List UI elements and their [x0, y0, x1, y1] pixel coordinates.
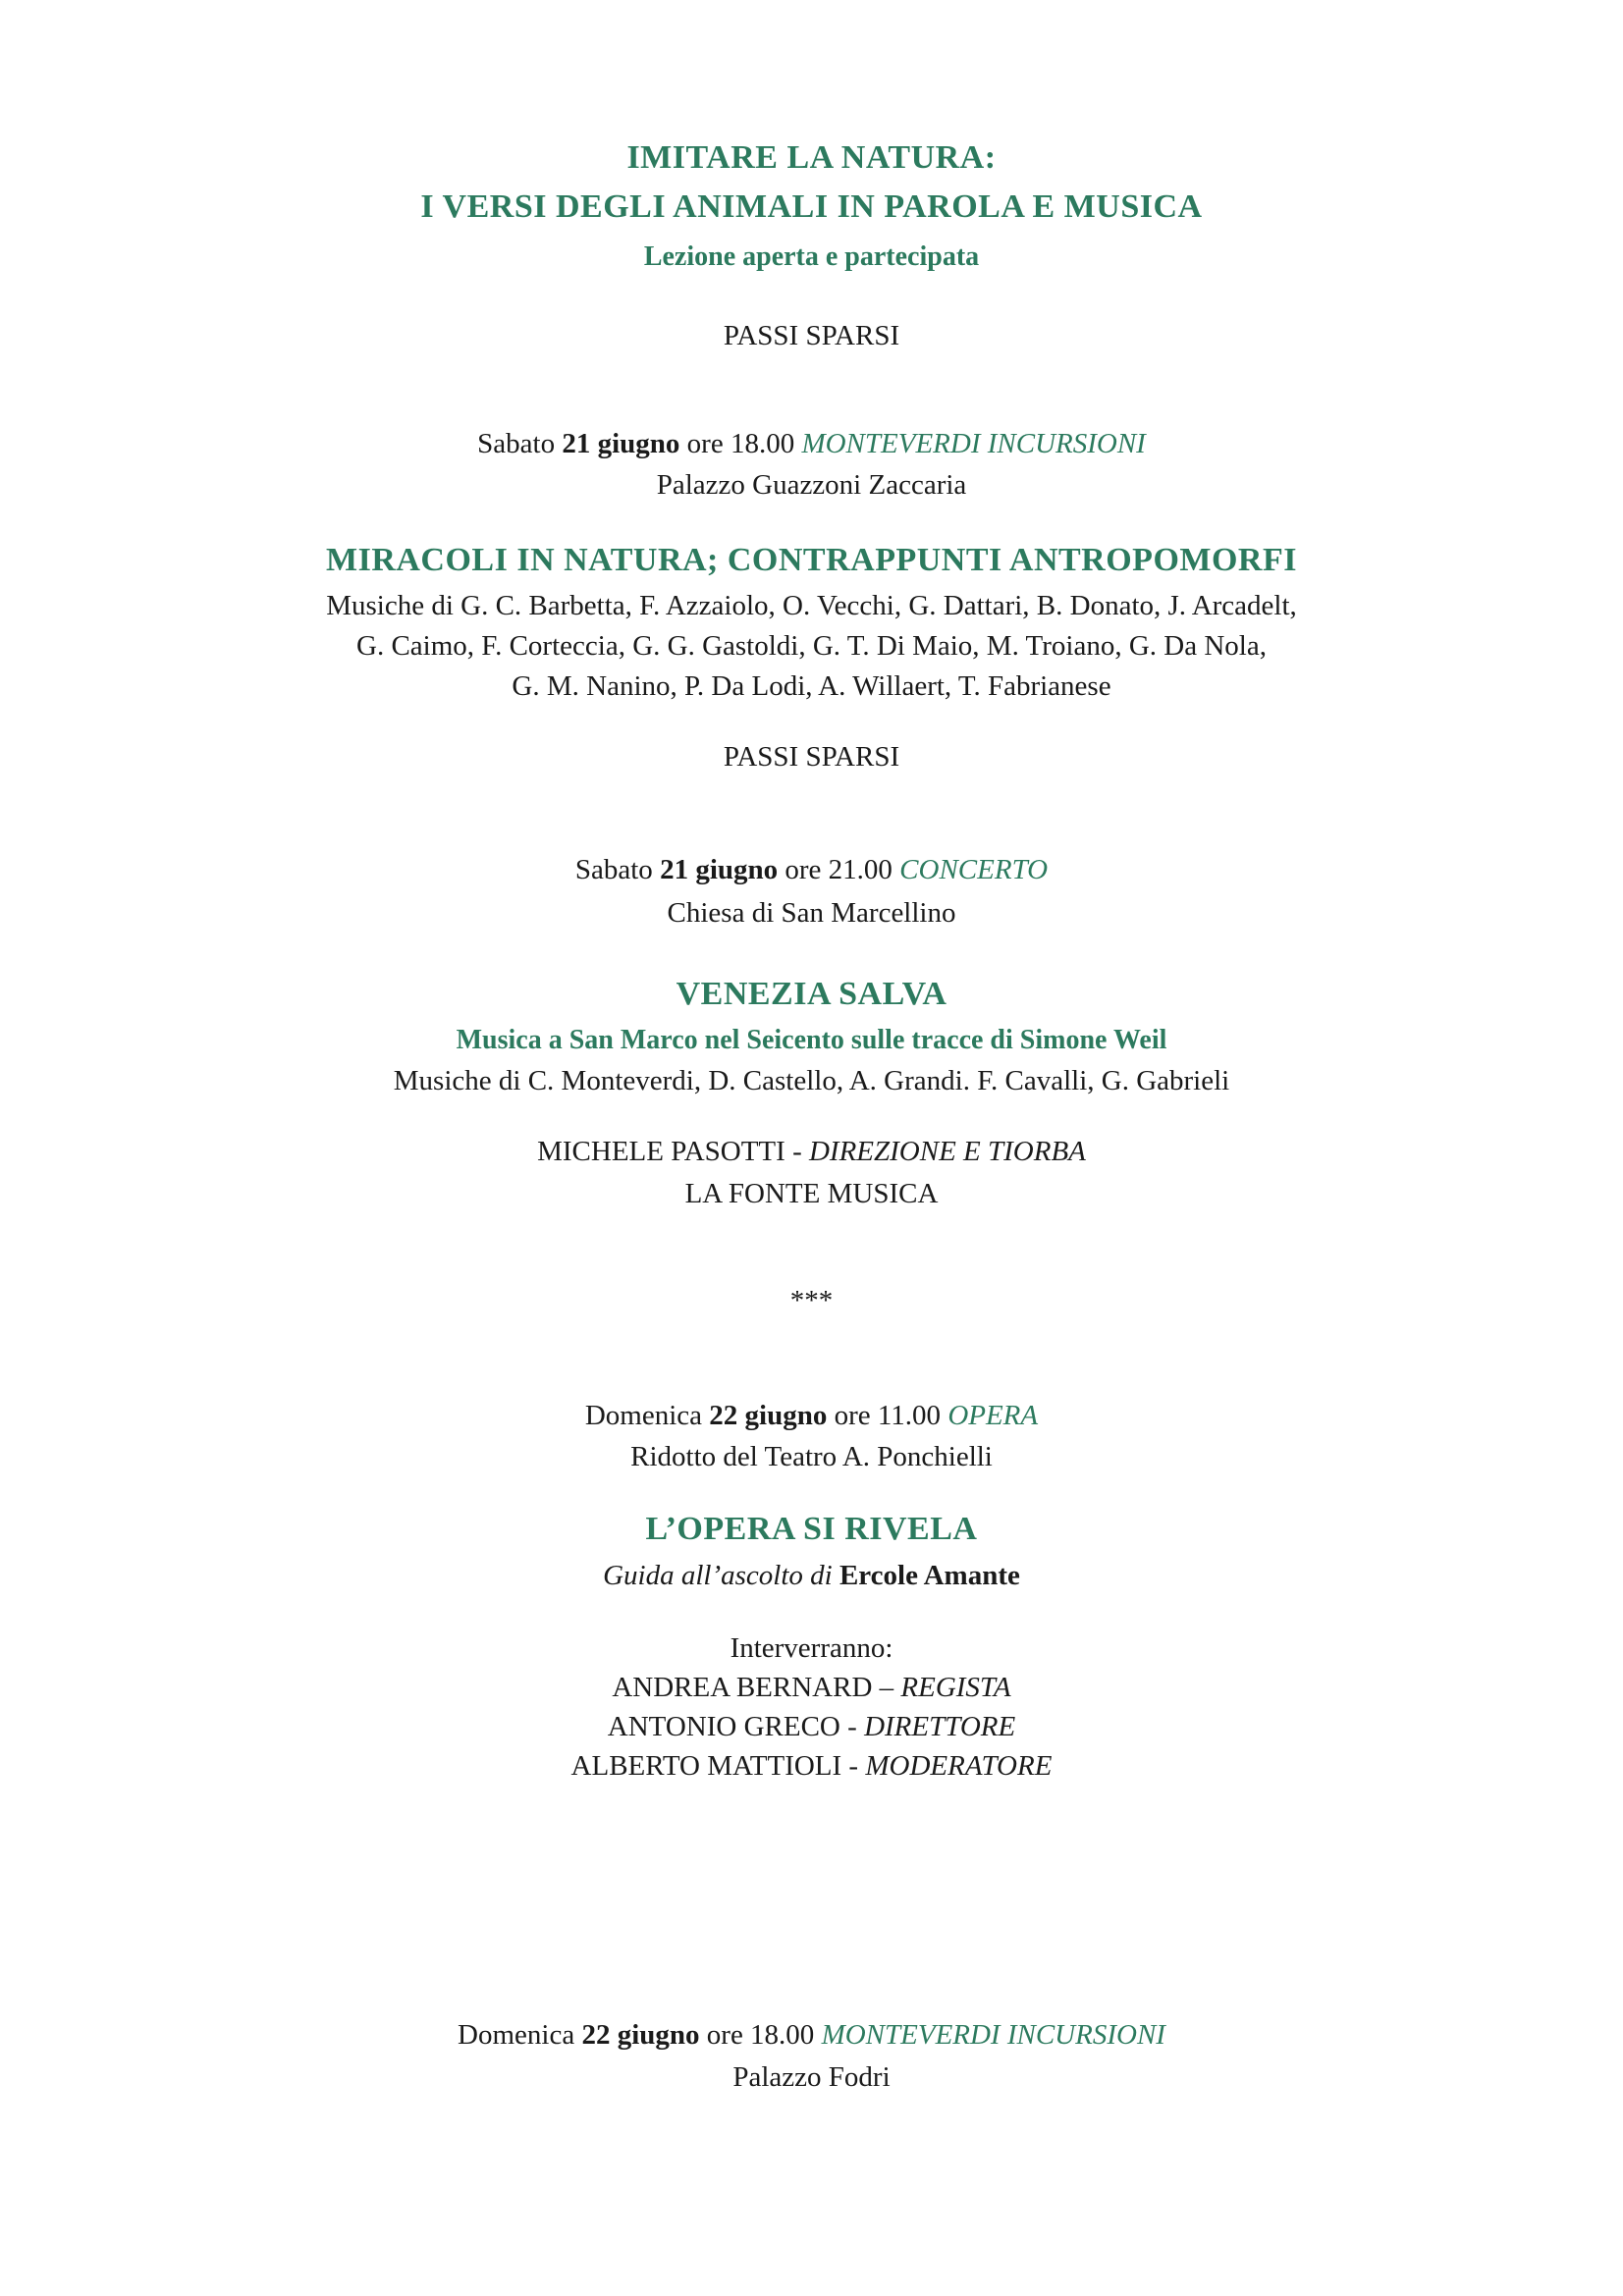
event3-time: ore 11.00	[827, 1400, 948, 1431]
event3-speaker2-role: DIRETTORE	[864, 1711, 1016, 1742]
event1-date: 21 giugno	[562, 428, 680, 459]
event3-speakers-label: Interverranno:	[730, 1632, 893, 1664]
event2-performer1	[0, 1132, 1623, 1171]
event3-speaker3	[0, 1746, 1623, 1786]
event2-title: VENEZIA SALVA	[676, 976, 947, 1012]
event3-speaker3-sep: -	[841, 1750, 866, 1782]
block1-subtitle: Lezione aperta e partecipata	[643, 241, 980, 272]
event4-time: ore 18.00	[699, 2019, 822, 2051]
event3-venue: Ridotto del Teatro A. Ponchielli	[630, 1441, 993, 1472]
event2-subtitle: Musica a San Marco nel Seicento sulle tracce di Simone Weil	[456, 1025, 1167, 1055]
event3-day: Domenica	[584, 1400, 710, 1431]
event3-datetime	[0, 1396, 1623, 1435]
event4-venue: Palazzo Fodri	[732, 2061, 891, 2093]
event2-performer1-sep: -	[784, 1136, 809, 1167]
event3-speaker2-name: ANTONIO GRECO	[607, 1711, 840, 1742]
event3-speaker1-name: ANDREA BERNARD	[612, 1672, 873, 1703]
event4-date: 22 giugno	[581, 2019, 700, 2051]
event1-music-line1: Musiche di G. C. Barbetta, F. Azzaiolo, O. Vecchi, G. Dattari, B. Donato, J. Arcadelt,	[326, 590, 1297, 621]
event3-guide	[0, 1556, 1623, 1595]
event1-performer: PASSI SPARSI	[723, 741, 900, 773]
block1-performer: PASSI SPARSI	[723, 320, 900, 351]
event2-day: Sabato	[574, 854, 661, 885]
event1-music-line3: G. M. Nanino, P. Da Lodi, A. Willaert, T. Fabrianese	[512, 670, 1111, 702]
event2-performer1-role: DIREZIONE E TIORBA	[808, 1136, 1086, 1167]
event3-title: L’OPERA SI RIVELA	[645, 1511, 978, 1547]
event3-speaker1-sep: –	[872, 1672, 901, 1703]
event4-day: Domenica	[458, 2019, 582, 2051]
event2-music-line1: Musiche di C. Monteverdi, D. Castello, A. Grandi. F. Cavalli, G. Gabrieli	[393, 1065, 1230, 1096]
event1-venue: Palazzo Guazzoni Zaccaria	[656, 469, 967, 501]
event3-date: 22 giugno	[709, 1400, 828, 1431]
event1-title: MIRACOLI IN NATURA; CONTRAPPUNTI ANTROPOMORFI	[326, 542, 1297, 578]
event4-datetime	[0, 2015, 1623, 2055]
event3-guide-work: Ercole Amante	[839, 1560, 1020, 1591]
event1-time: ore 18.00	[679, 428, 802, 459]
event1-music-line2: G. Caimo, F. Corteccia, G. G. Gastoldi, G. T. Di Maio, M. Troiano, G. Da Nola,	[356, 630, 1267, 662]
section-separator: ***	[789, 1285, 834, 1316]
event2-date: 21 giugno	[660, 854, 779, 885]
block1-title-line2: I VERSI DEGLI ANIMALI IN PAROLA E MUSICA	[420, 188, 1203, 225]
event2-venue: Chiesa di San Marcellino	[667, 897, 956, 929]
event2-performer1-name: MICHELE PASOTTI	[537, 1136, 785, 1167]
event1-category: MONTEVERDI INCURSIONI	[801, 428, 1146, 459]
event3-speaker3-name: ALBERTO MATTIOLI	[570, 1750, 842, 1782]
event4-category: MONTEVERDI INCURSIONI	[821, 2019, 1165, 2051]
event2-datetime	[0, 850, 1623, 889]
event3-speaker1-role: REGISTA	[900, 1672, 1011, 1703]
event3-speaker2	[0, 1707, 1623, 1746]
event3-speaker1	[0, 1668, 1623, 1707]
event3-category: OPERA	[947, 1400, 1039, 1431]
event2-time: ore 21.00	[778, 854, 900, 885]
event3-speaker3-role: MODERATORE	[865, 1750, 1053, 1782]
event3-speaker2-sep: -	[839, 1711, 865, 1742]
event2-performer2: LA FONTE MUSICA	[684, 1178, 939, 1209]
event3-guide-prefix: Guida all’ascolto di	[603, 1560, 839, 1591]
event1-datetime	[0, 424, 1623, 463]
event2-category: CONCERTO	[899, 854, 1049, 885]
block1-title-line1: IMITARE LA NATURA:	[626, 139, 997, 176]
event1-day: Sabato	[477, 428, 563, 459]
